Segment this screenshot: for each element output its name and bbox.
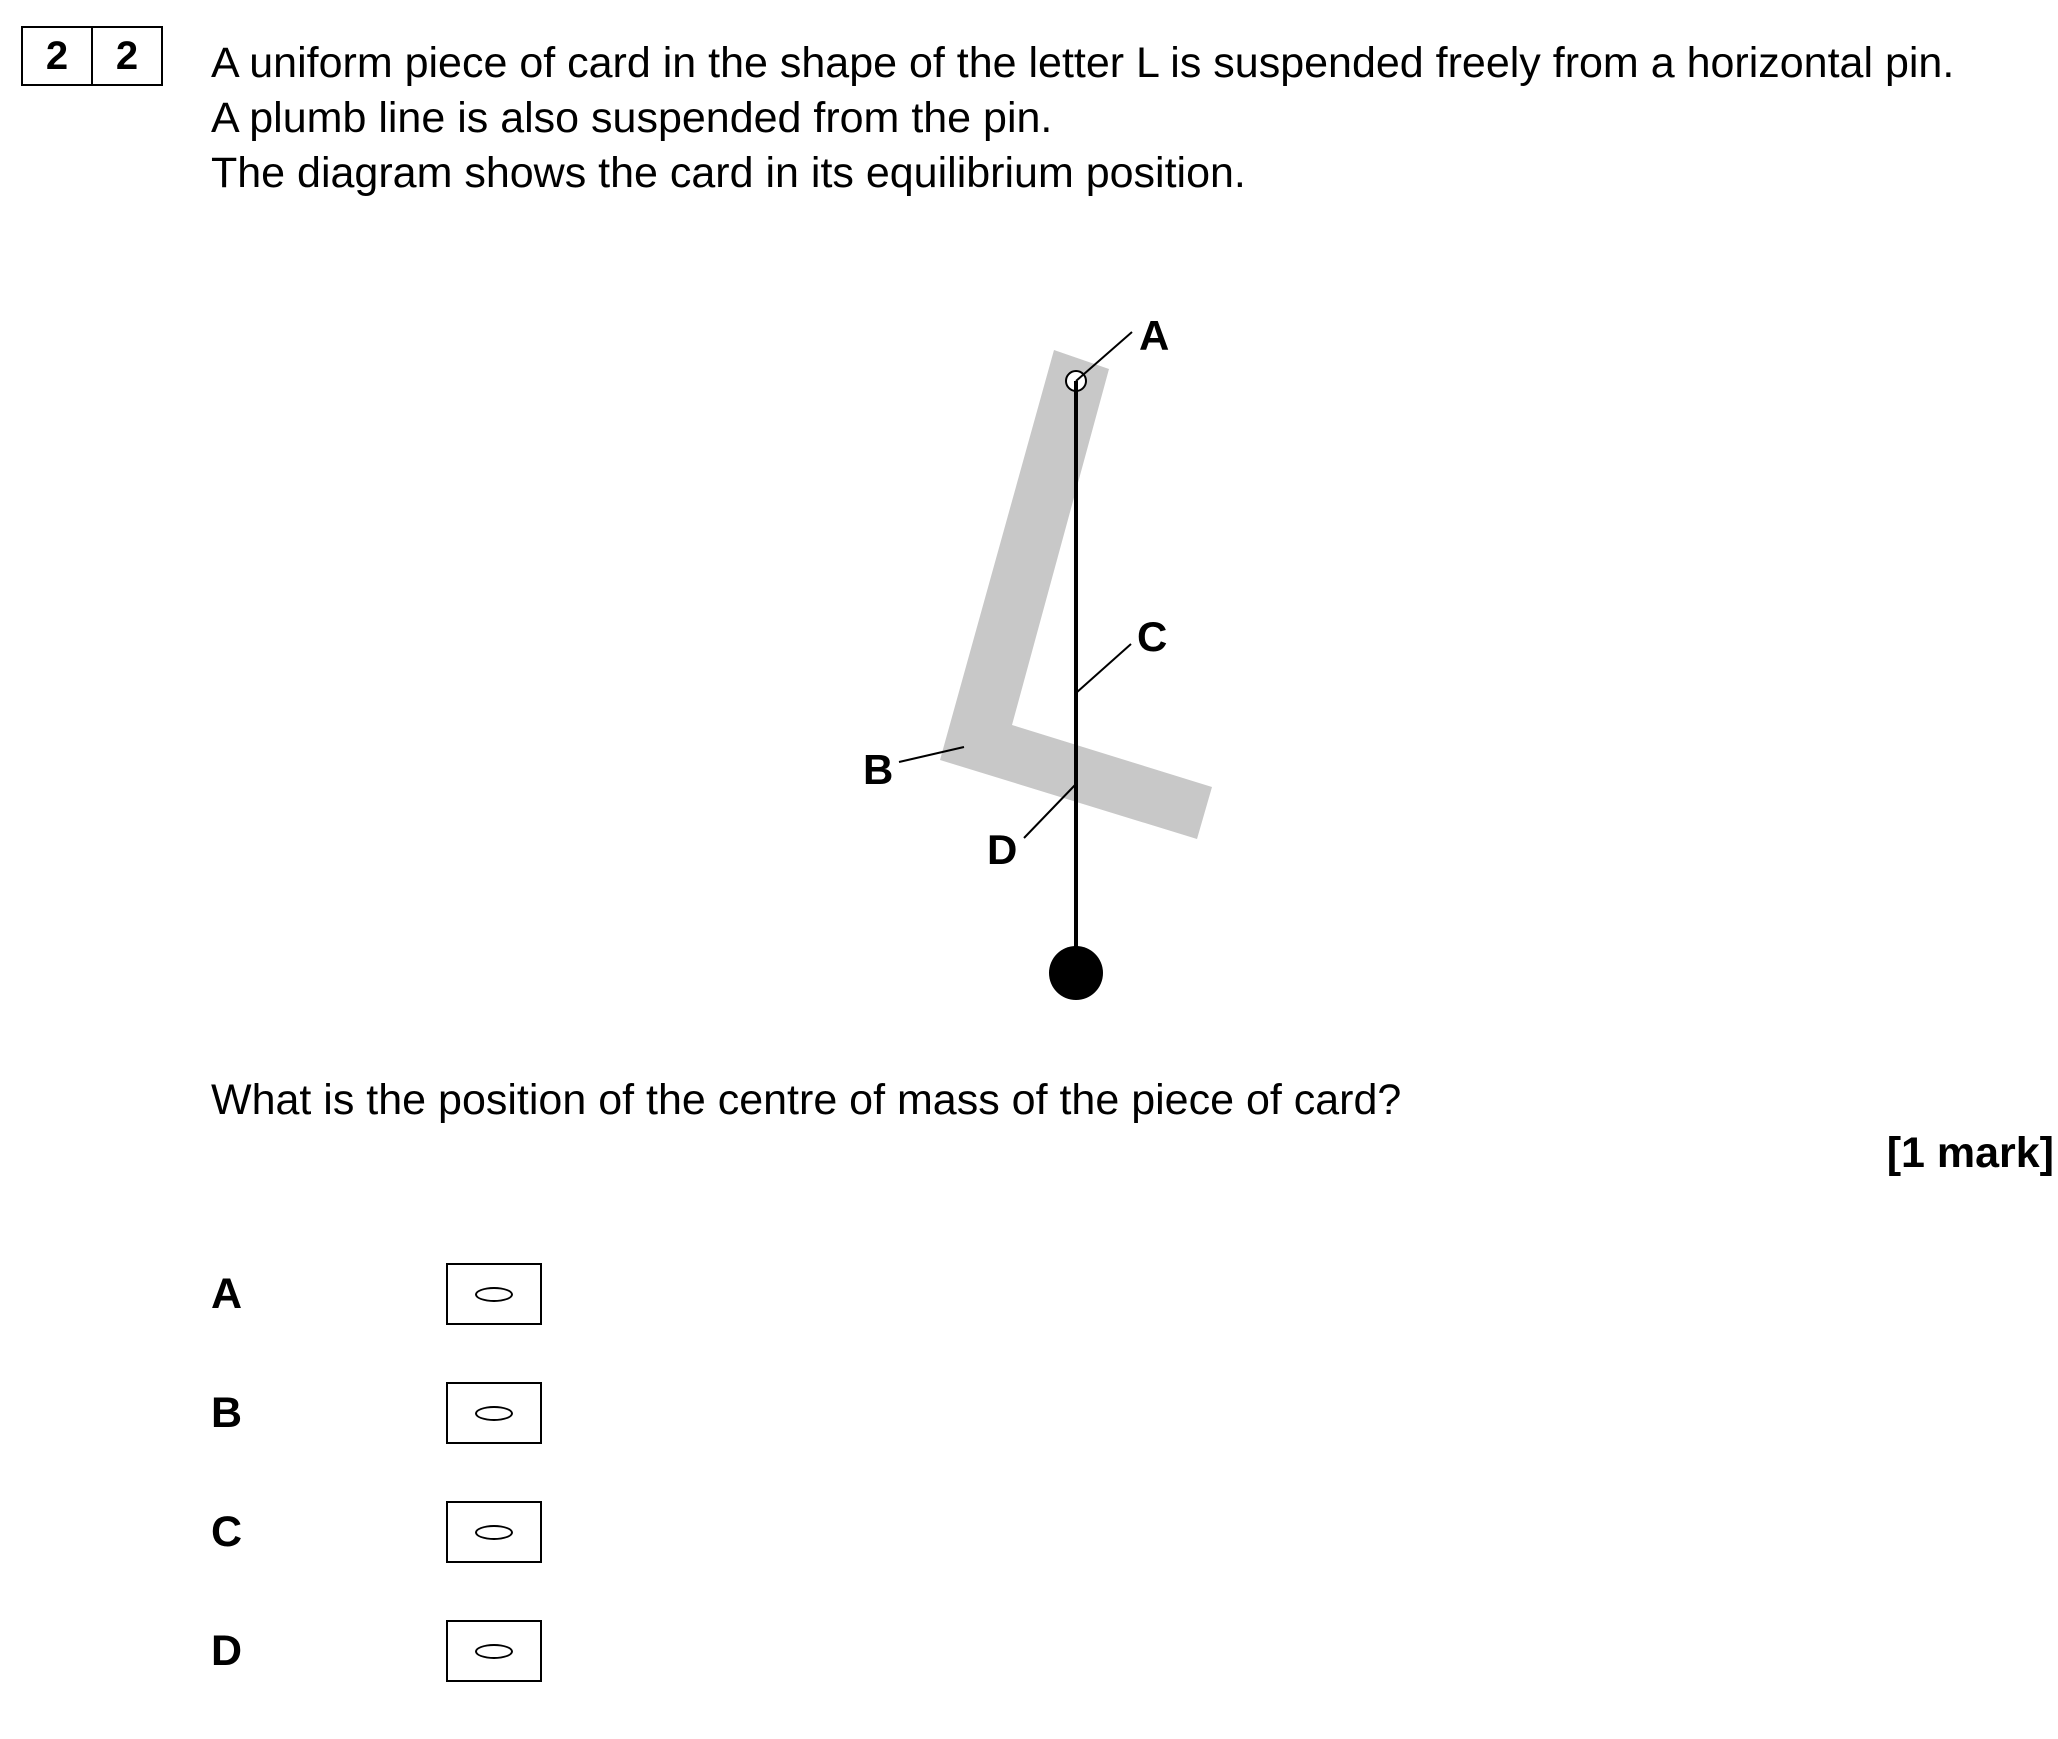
- option-letter: C: [211, 1508, 243, 1556]
- option-c: [211, 1501, 611, 1620]
- option-b: [211, 1382, 611, 1501]
- option-letter: B: [211, 1389, 243, 1437]
- question-number-digit: 2: [91, 28, 161, 84]
- answer-bubble-icon: [475, 1287, 513, 1302]
- answer-bubble-icon: [475, 1644, 513, 1659]
- leader-line-c: [1076, 644, 1131, 693]
- answer-options: [211, 1263, 611, 1739]
- option-a: [211, 1263, 611, 1382]
- option-letter: D: [211, 1627, 243, 1675]
- stem-line: A plumb line is also suspended from the pin.: [211, 94, 1053, 142]
- marks-label: [1 mark]: [1886, 1129, 2054, 1177]
- answer-box-b[interactable]: [446, 1382, 542, 1444]
- label-a: A: [1139, 312, 1170, 359]
- stem-line: A uniform piece of card in the shape of the letter L is suspended freely from a horizontal pin.: [211, 39, 1955, 87]
- stem-line: The diagram shows the card in its equilibrium position.: [211, 149, 1246, 197]
- answer-box-c[interactable]: [446, 1501, 542, 1563]
- label-c: C: [1137, 613, 1168, 660]
- label-b: B: [863, 746, 894, 793]
- plumb-bob: [1049, 946, 1103, 1000]
- answer-bubble-icon: [475, 1406, 513, 1421]
- answer-bubble-icon: [475, 1525, 513, 1540]
- answer-box-d[interactable]: [446, 1620, 542, 1682]
- option-d: [211, 1620, 611, 1739]
- question-number-digit: 2: [45, 33, 69, 78]
- label-d: D: [987, 826, 1018, 873]
- question-prompt: What is the position of the centre of mass of the piece of card?: [211, 1076, 1402, 1124]
- option-letter: A: [211, 1270, 243, 1318]
- answer-box-a[interactable]: [446, 1263, 542, 1325]
